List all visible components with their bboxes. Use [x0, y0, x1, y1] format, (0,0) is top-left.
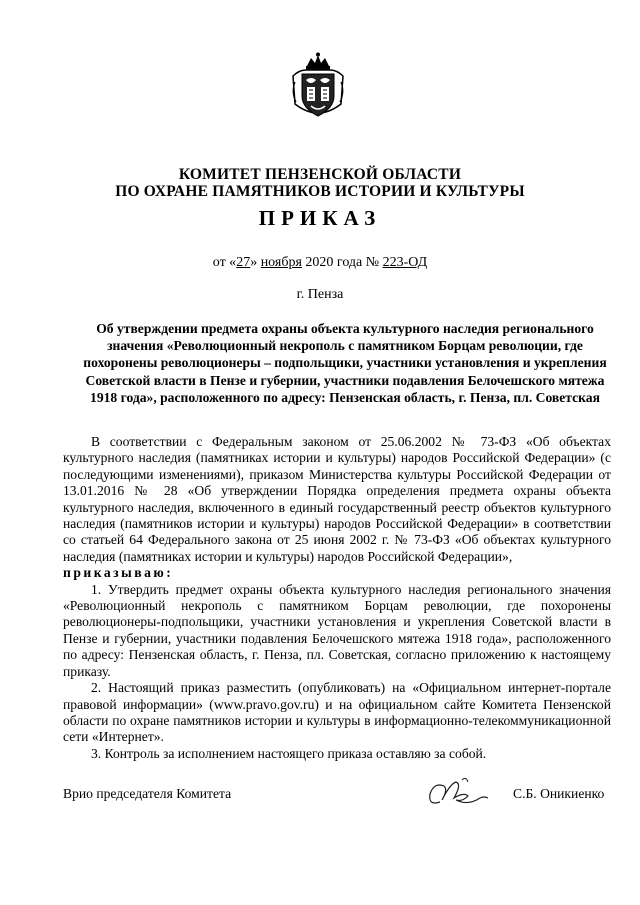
document-title: ПРИКАЗ: [258, 206, 382, 230]
org-name-line2: ПО ОХРАНЕ ПАМЯТНИКОВ ИСТОРИИ И КУЛЬТУРЫ: [115, 183, 525, 200]
city-line: г. Пенза: [296, 287, 344, 302]
date-line: [0, 255, 640, 271]
date-sep2: 2020 года №: [301, 255, 383, 270]
order-number: 223-ОД: [382, 255, 428, 270]
date-month: ноября: [260, 255, 302, 270]
order-subject: Об утверждении предмета охраны объекта культурного наследия регионального значения «Революционный некрополь с памятником Борцам революции, где похоронены революционеры – подпольщики, участники установления и укрепления Советской власти в Пензе и губернии, участники подавления Белочешского мятежа 1918 года», расположенного по адресу: Пензенская область, г. Пенза, пл. Советская: [83, 321, 607, 405]
order-item-3: 3. Контроль за исполнением настоящего приказа оставляю за собой.: [91, 745, 487, 761]
date-day: 27: [236, 255, 251, 270]
preamble-paragraph: [63, 434, 611, 582]
date-sep1: »: [250, 255, 261, 270]
signatory-position: Врио председателя Комитета: [63, 786, 232, 801]
order-word: приказываю:: [63, 565, 174, 581]
coat-of-arms-icon: [289, 52, 347, 124]
org-name-line1: КОМИТЕТ ПЕНЗЕНСКОЙ ОБЛАСТИ: [178, 166, 462, 183]
signatory-name: С.Б. Оникиенко: [513, 786, 605, 801]
order-body: [63, 434, 611, 762]
date-prefix: от «: [212, 255, 237, 270]
signature-icon: [422, 772, 492, 812]
order-item-1: 1. Утвердить предмет охраны объекта культурного наследия регионального значения «Революционный некрополь с памятником Борцам революции, где похоронены революционеры-подпольщики, участники установления и укрепления Советской власти в Пензе и губернии, участники подавления Белочешского мятежа 1918 года», расположенного по адресу: Пензенская область, г. Пенза, пл. Советская, согласно приложению к настоящему приказу.: [63, 581, 611, 679]
preamble-text: В соответствии с Федеральным законом от 25.06.2002 № 73-ФЗ «Об объектах культурного наследия (памятниках истории и культуры) народов Российской Федерации» (с последующими изменениями), приказом Министерства культуры Российской Федерации от 13.01.2016 № 28 «Об утверждении Порядка определения предмета охраны объекта культурного наследия, включенного в единый государственный реестр объектов культурного наследия (памятников истории и культуры) народов Российской Федерации» в соответствии со статьей 64 Федерального закона от 25 июня 2002 г. № 73-ФЗ «Об объектах культурного наследия (памятниках истории и культуры) народов Российской Федерации»,: [63, 434, 611, 564]
order-item-2: 2. Настоящий приказ разместить (опубликовать) на «Официальном интернет-портале правовой информации» (www.pravo.gov.ru) и на официальном сайте Комитета Пензенской области по охране памятников истории и культуры в информационно-телекоммуникационной сети «Интернет».: [63, 680, 611, 745]
